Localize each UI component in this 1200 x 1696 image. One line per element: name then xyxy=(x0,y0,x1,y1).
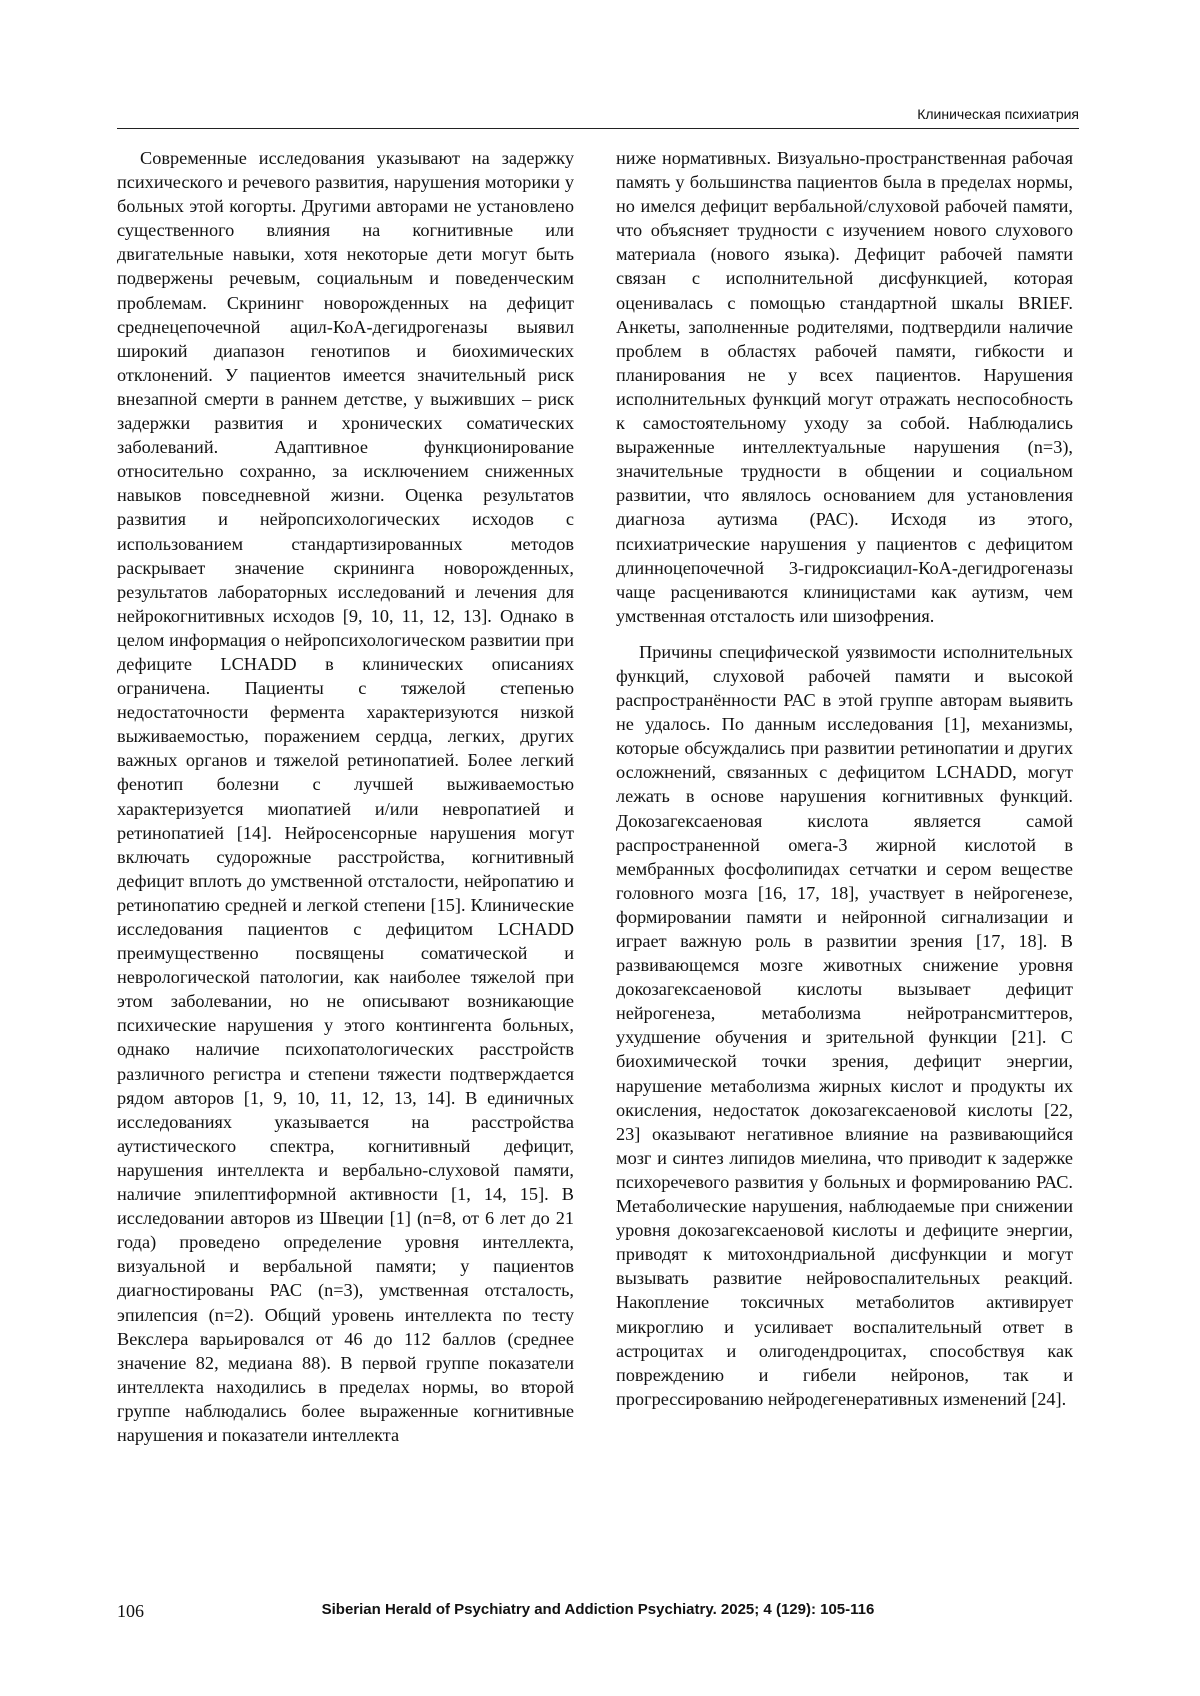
running-header: Клиническая психиатрия xyxy=(917,106,1079,122)
right-paragraph-1: ниже нормативных. Визуально-пространственная рабочая память у большинства пациентов была в пределах нормы, но имелся дефицит вербальной/слуховой рабочей памяти, что объясняет трудности с изучением нового слухового материала (нового языка). Дефицит рабочей памяти связан с исполнительной дисфункцией, которая оценивалась с помощью стандартной шкалы BRIEF. Анкеты, заполненные родителями, подтвердили наличие проблем в областях рабочей памяти, гибкости и планирования не у всех пациентов. Нарушения исполнительных функций могут отражать неспособность к самостоятельному уходу за собой. Наблюдались выраженные интеллектуальные нарушения (n=3), значительные трудности в общении и социальном развитии, что являлось основанием для установления диагноза аутизма (РАС). Исходя из этого, психиатрические нарушения у пациентов с дефицитом длинноцепочечной 3-гидроксиацил-КоА-дегидрогеназы чаще расцениваются клиницистами как аутизм, чем умственная отсталость или шизофрения. xyxy=(616,148,1073,626)
right-paragraph-2: Причины специфической уязвимости исполнительных функций, слуховой рабочей памяти и высокой распространённости РАС в этой группе авторам выявить не удалось. По данным исследования [1], механизмы, которые обсуждались при развитии ретинопатии и других осложнений, связанных с дефицитом LCHADD, могут лежать в основе нарушения когнитивных функций. Докозагексаеновая кислота является самой распространенной омега-3 жирной кислотой в мембранных фосфолипидах сетчатки и сером веществе головного мозга [16, 17, 18], участвует в нейрогенезе, формировании памяти и нейронной сигнализации и играет важную роль в развитии зрения [17, 18]. В развивающемся мозге животных снижение уровня докозагексаеновой кислоты вызывает дефицит нейрогенеза, метаболизма нейротрансмиттеров, ухудшение обучения и зрительной функции [21]. С биохимической точки зрения, дефицит энергии, нарушение метаболизма жирных кислот и продукты их окисления, недостаток докозагексаеновой кислоты [22, 23] оказывают негативное влияние на развивающийся мозг и синтез липидов миелина, что приводит к задержке психоречевого развития у больных и формированию РАС. Метаболические нарушения, наблюдаемые при снижении уровня докозагексаеновой кислоты и дефиците энергии, приводят к митохондриальной дисфункции и могут вызывать развитие нейровоспалительных реакций. Накопление токсичных метаболитов активирует микроглию и усиливает воспалительный ответ в астроцитах и олигодендроцитах, способствуя как повреждению и гибели нейронов, так и прогрессированию нейродегенеративных изменений [24]. xyxy=(616,641,1073,1409)
header-divider xyxy=(117,128,1079,129)
journal-citation: Siberian Herald of Psychiatry and Addiction Psychiatry. 2025; 4 (129): 105-116 xyxy=(321,1601,875,1618)
right-column xyxy=(616,146,1073,1411)
left-paragraph-1: Современные исследования указывают на задержку психического и речевого развития, нарушения моторики у больных этой когорты. Другими авторами не установлено существенного влияния на когнитивные или двигательные навыки, хотя некоторые дети могут быть подвержены речевым, социальным и поведенческим проблемам. Скрининг новорожденных на дефицит среднецепочечной ацил-КоА-дегидрогеназы выявил широкий диапазон генотипов и биохимических отклонений. У пациентов имеется значительный риск внезапной смерти в раннем детстве, у выживших – риск задержки развития и хронических соматических заболеваний. Адаптивное функционирование относительно сохранно, за исключением сниженных навыков повседневной жизни. Оценка результатов развития и нейропсихологических исходов с использованием стандартизированных методов раскрывает значение скрининга новорожденных, результатов лабораторных исследований и лечения для нейрокогнитивных исходов [9, 10, 11, 12, 13]. Однако в целом информация о нейропсихологическом развитии при дефиците LCHADD в клинических описаниях ограничена. Пациенты с тяжелой степенью недостаточности фермента характеризуются низкой выживаемостью, поражением сердца, легких, других важных органов и тяжелой ретинопатией. Более легкий фенотип болезни с лучшей выживаемостью характеризуется миопатией и/или невропатией и ретинопатией [14]. Нейросенсорные нарушения могут включать судорожные расстройства, когнитивный дефицит вплоть до умственной отсталости, нейропатию и ретинопатию средней и легкой степени [15]. Клинические исследования пациентов с дефицитом LCHADD преимущественно посвящены соматической и неврологической патологии, как наиболее тяжелой при этом заболевании, но не описывают возникающие психические нарушения у этого контингента больных, однако наличие психопатологических расстройств различного регистра и степени тяжести подтверждается рядом авторов [1, 9, 10, 11, 12, 13, 14]. В единичных исследованиях указывается на расстройства аутистического спектра, когнитивный дефицит, нарушения интеллекта и вербально-слуховой памяти, наличие эпилептиформной активности [1, 14, 15]. В исследовании авторов из Швеции [1] (n=8, от 6 лет до 21 года) проведено определение уровня интеллекта, визуальной и вербальной памяти; у пациентов диагностированы РАС (n=3), умственная отсталость, эпилепсия (n=2). Общий уровень интеллекта по тесту Векслера варьировался от 46 до 112 баллов (среднее значение 82, медиана 88). В первой группе показатели интеллекта находились в пределах нормы, во второй группе наблюдались более выраженные когнитивные нарушения и показатели интеллекта xyxy=(117,148,574,1445)
page-number: 106 xyxy=(117,1601,144,1621)
left-column xyxy=(117,146,574,1447)
